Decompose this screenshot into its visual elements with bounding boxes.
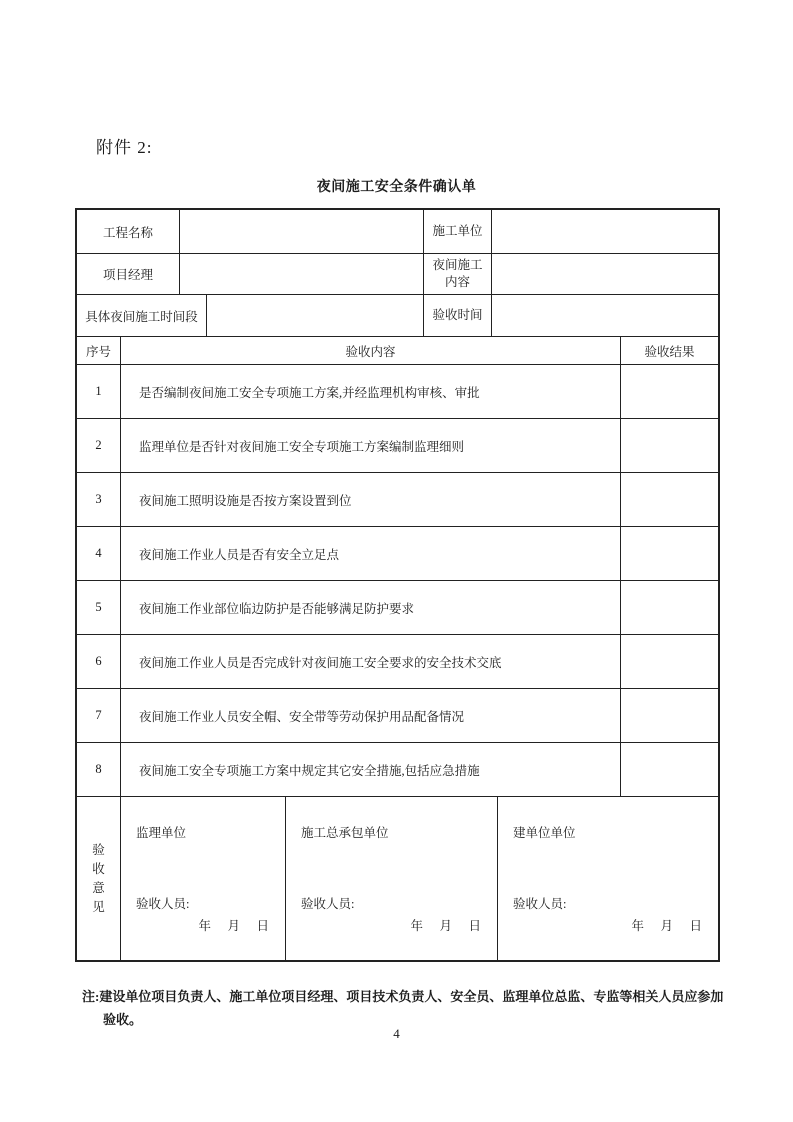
footnote-body: 建设单位项目负责人、施工单位项目经理、项目技术负责人、安全员、监理单位总监、专监等相关人员应参加验收。 [99, 989, 724, 1027]
unit-name: 建单位单位 [513, 826, 576, 840]
checklist-row [77, 473, 718, 527]
construction-unit-label: 施工单位 [424, 210, 492, 253]
attachment-label: 附件 2: [96, 138, 153, 157]
info-row-project [77, 210, 718, 254]
item-content: 夜间施工作业人员安全帽、安全带等劳动保护用品配备情况 [121, 689, 621, 742]
acceptance-time-label: 验收时间 [424, 295, 492, 336]
unit-name: 监理单位 [136, 826, 187, 840]
owner-unit-section [498, 797, 718, 960]
item-result [621, 581, 718, 634]
footnote [82, 985, 733, 1031]
date-label: 年 月 日 [410, 919, 483, 933]
acceptance-staff-label: 验收人员: [301, 897, 355, 911]
acceptance-opinion-row [77, 797, 718, 960]
night-time-period-label: 具体夜间施工时间段 [77, 295, 207, 336]
checklist-row [77, 689, 718, 743]
item-result [621, 743, 718, 796]
footnote-prefix: 注: [82, 989, 100, 1004]
item-no: 8 [77, 743, 121, 796]
item-no: 3 [77, 473, 121, 526]
checklist-header-row [77, 337, 718, 365]
acceptance-staff-label: 验收人员: [513, 897, 567, 911]
item-result [621, 419, 718, 472]
project-manager-label: 项目经理 [77, 254, 180, 294]
item-result [621, 473, 718, 526]
confirmation-form-table [75, 208, 720, 962]
checklist-row [77, 365, 718, 419]
acceptance-opinion-label [77, 797, 121, 960]
item-result [621, 527, 718, 580]
item-content: 夜间施工照明设施是否按方案设置到位 [121, 473, 621, 526]
checklist-row [77, 581, 718, 635]
item-no: 7 [77, 689, 121, 742]
item-content: 夜间施工作业人员是否完成针对夜间施工安全要求的安全技术交底 [121, 635, 621, 688]
item-result [621, 365, 718, 418]
night-work-content-label: 夜间施工内容 [424, 254, 492, 294]
checklist-row [77, 635, 718, 689]
acceptance-opinion-vertical-text: 验收意见 [92, 842, 105, 914]
acceptance-time-value [492, 295, 718, 336]
info-row-time-period [77, 295, 718, 337]
header-result: 验收结果 [644, 344, 695, 359]
project-name-value [180, 210, 424, 253]
item-content: 是否编制夜间施工安全专项施工方案,并经监理机构审核、审批 [121, 365, 621, 418]
checklist-row [77, 419, 718, 473]
construction-unit-value [492, 210, 718, 253]
item-content: 夜间施工作业人员是否有安全立足点 [121, 527, 621, 580]
item-result [621, 689, 718, 742]
supervision-unit-section [121, 797, 286, 960]
item-content: 夜间施工作业部位临边防护是否能够满足防护要求 [121, 581, 621, 634]
date-label: 年 月 日 [631, 919, 704, 933]
header-content: 验收内容 [121, 337, 621, 364]
checklist-row [77, 527, 718, 581]
acceptance-staff-label: 验收人员: [136, 897, 190, 911]
night-time-period-value [207, 295, 424, 336]
item-content: 监理单位是否针对夜间施工安全专项施工方案编制监理细则 [121, 419, 621, 472]
night-work-content-value [492, 254, 718, 294]
item-no: 2 [77, 419, 121, 472]
header-no: 序号 [77, 337, 121, 364]
page-number: 4 [393, 1026, 400, 1041]
item-no: 5 [77, 581, 121, 634]
page-title: 夜间施工安全条件确认单 [316, 178, 477, 194]
item-result [621, 635, 718, 688]
item-no: 4 [77, 527, 121, 580]
project-name-label: 工程名称 [77, 210, 180, 253]
item-no: 1 [77, 365, 121, 418]
item-content: 夜间施工安全专项施工方案中规定其它安全措施,包括应急措施 [121, 743, 621, 796]
info-row-manager [77, 254, 718, 295]
item-no: 6 [77, 635, 121, 688]
general-contractor-section [286, 797, 498, 960]
checklist-row [77, 743, 718, 797]
unit-name: 施工总承包单位 [301, 826, 389, 840]
date-label: 年 月 日 [198, 919, 271, 933]
project-manager-value [180, 254, 424, 294]
